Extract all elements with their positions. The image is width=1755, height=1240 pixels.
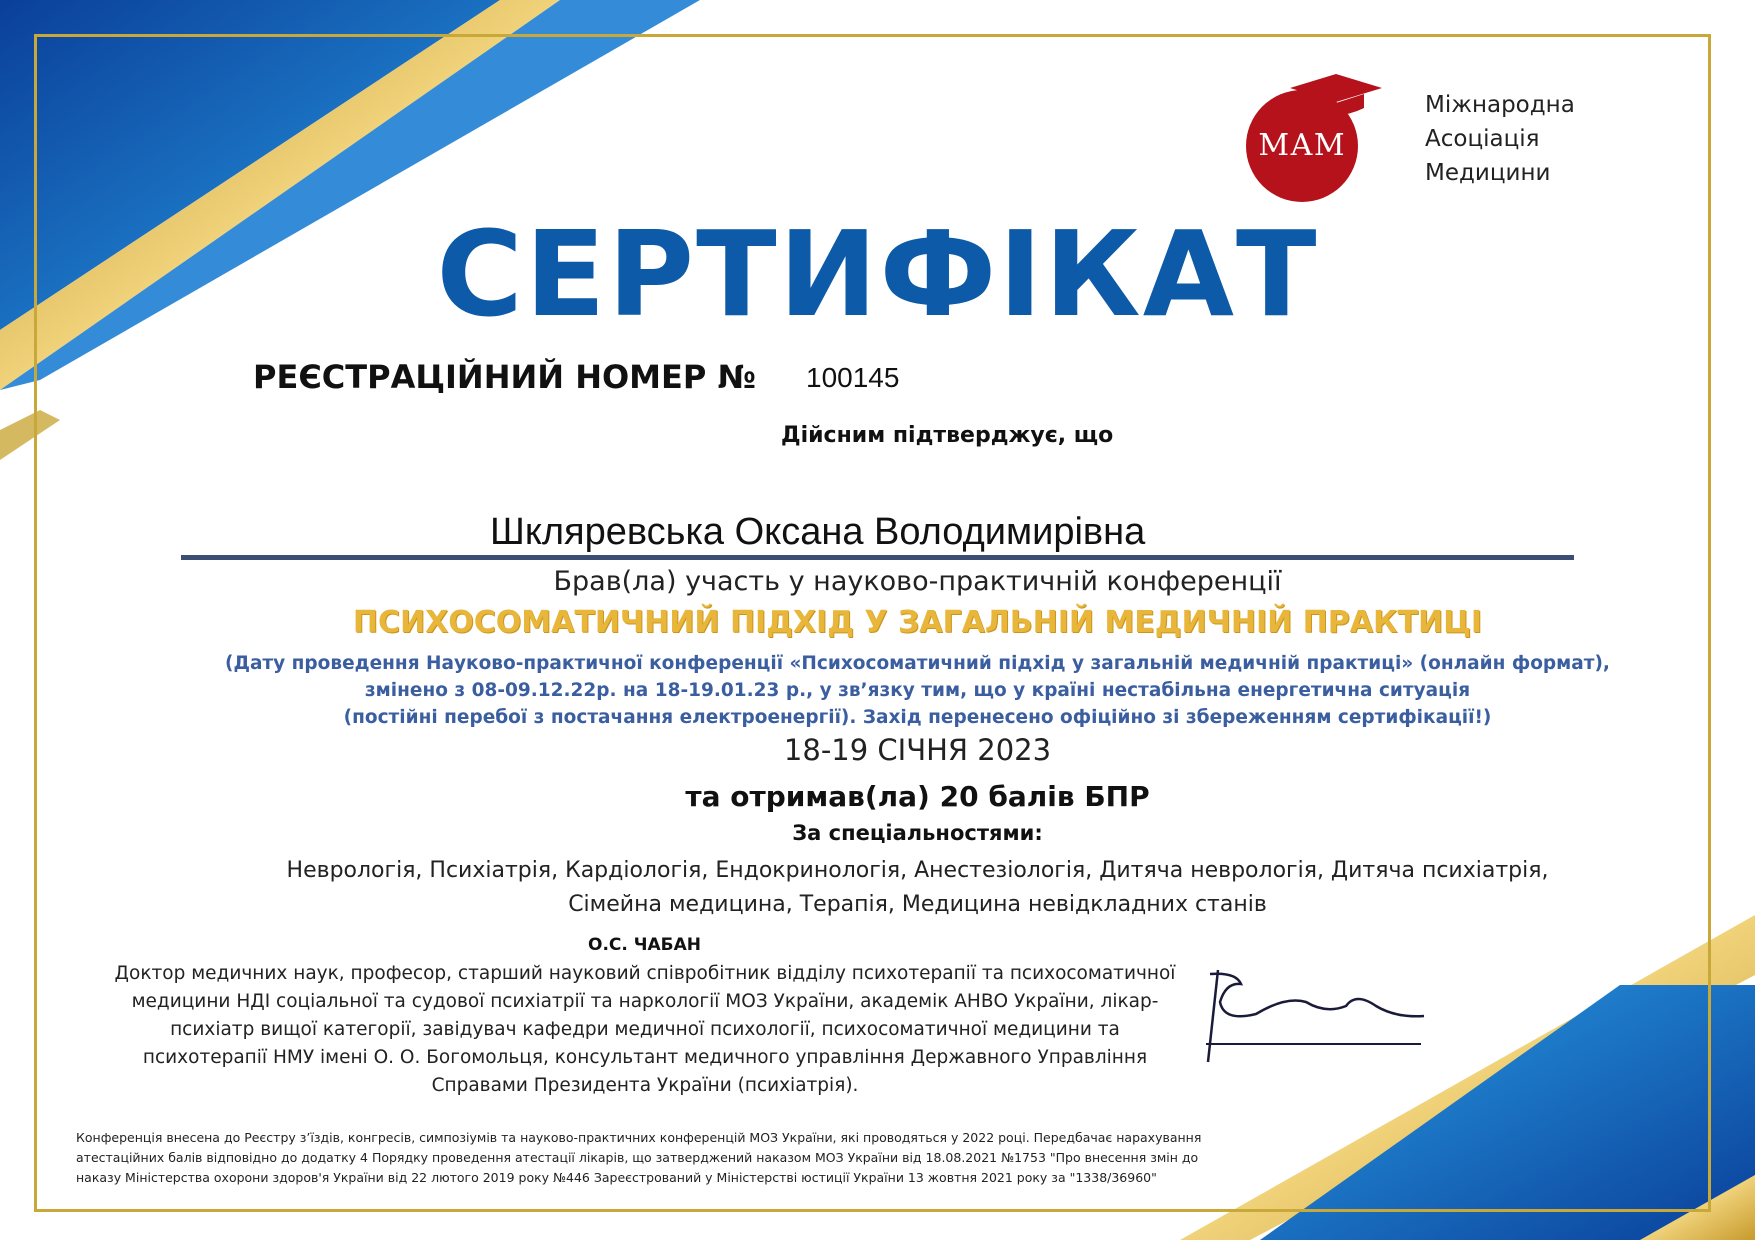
organization-name [1425,88,1575,190]
organization-name-line: Асоціація [1425,126,1540,152]
certificate-title: СЕРТИФІКАТ [436,205,1319,343]
conference-date: 18-19 СІЧНЯ 2023 [783,733,1052,767]
specialties-line: Сімейна медицина, Терапія, Медицина невідкладних станів [568,892,1267,917]
note-line: змінено з 08-09.12.22р. на 18-19.01.23 р., у зв’язку тим, що у країні нестабільна енергетична ситуація [364,680,1471,701]
signer-description-line: психіатр вищої категорії, завідувач кафедри медичної психології, психосоматичної медицини та [170,1019,1120,1040]
conference-title: ПСИХОСОМАТИЧНИЙ ПІДХІД У ЗАГАЛЬНІЙ МЕДИЧНІЙ ПРАКТИЦІ [352,605,1483,640]
organization-name-line: Медицини [1425,160,1551,186]
date-change-note [40,650,1755,731]
specialties-line: Неврологія, Психіатрія, Кардіологія, Ендокринологія, Анестезіологія, Дитяча неврологія, Дитяча психіатрія, [286,858,1549,883]
participation-text: Брав(ла) участь у науково-практичній конференції [553,566,1282,597]
name-underline [181,555,1574,560]
registration-number: 100145 [806,362,900,393]
organization-name-line: Міжнародна [1425,92,1575,118]
footnote [76,1128,1266,1188]
signer-description-line: Справами Президента України (психіатрія). [431,1075,859,1096]
points-text: та отримав(ла) 20 балів БПР [685,780,1150,813]
specialties-list [40,854,1755,922]
signer-description-line: Доктор медичних наук, професор, старший науковий співробітник відділу психотерапії та психосоматичної [114,963,1176,984]
signature [1196,962,1436,1064]
recipient-name: Шкляревська Оксана Володимирівна [490,511,1146,553]
signer-description-line: медицини НДІ соціальної та судової психіатрії та наркології МОЗ України, академік АНВО України, лікар- [131,991,1159,1012]
signer-description-line: психотерапії НМУ імені О. О. Богомольця, консультант медичного управління Державного Управління [142,1047,1148,1068]
note-line: (Дату проведення Науково-практичної конференції «Психосоматичний підхід у загальній медичній практиці» (онлайн формат), [225,653,1610,674]
note-line: (постійні перебої з постачання електроенергії). Захід перенесено офіційно зі збереженням сертифікації!) [343,707,1492,728]
graduation-cap-icon [1288,72,1384,124]
logo-text: МАМ [1258,128,1346,163]
footnote-line: атестаційних балів відповідно до додатку 4 Порядку проведення атестації лікарів, що затверджений наказом МОЗ України від 18.08.2021 №1753 "Про внесення змін до [76,1150,1199,1165]
footnote-line: наказу Міністерства охорони здоров'я України від 22 лютого 2019 року №446 Зареєстрований у Міністерстві юстиції України 13 жовтня 2021 року за "1338/36960" [76,1170,1157,1185]
signer-description [100,960,1190,1100]
specialties-label: За спеціальностями: [792,821,1043,845]
registration-label: РЕЄСТРАЦІЙНИЙ НОМЕР № [253,358,756,396]
signer-name: О.С. ЧАБАН [588,935,701,955]
footnote-line: Конференція внесена до Реєстру з’їздів, конгресів, симпозіумів та науково-практичних конференцій МОЗ України, які проводяться у 2022 році. Передбачає нарахування [76,1130,1202,1145]
confirm-text: Дійсним підтверджує, що [781,423,1114,448]
